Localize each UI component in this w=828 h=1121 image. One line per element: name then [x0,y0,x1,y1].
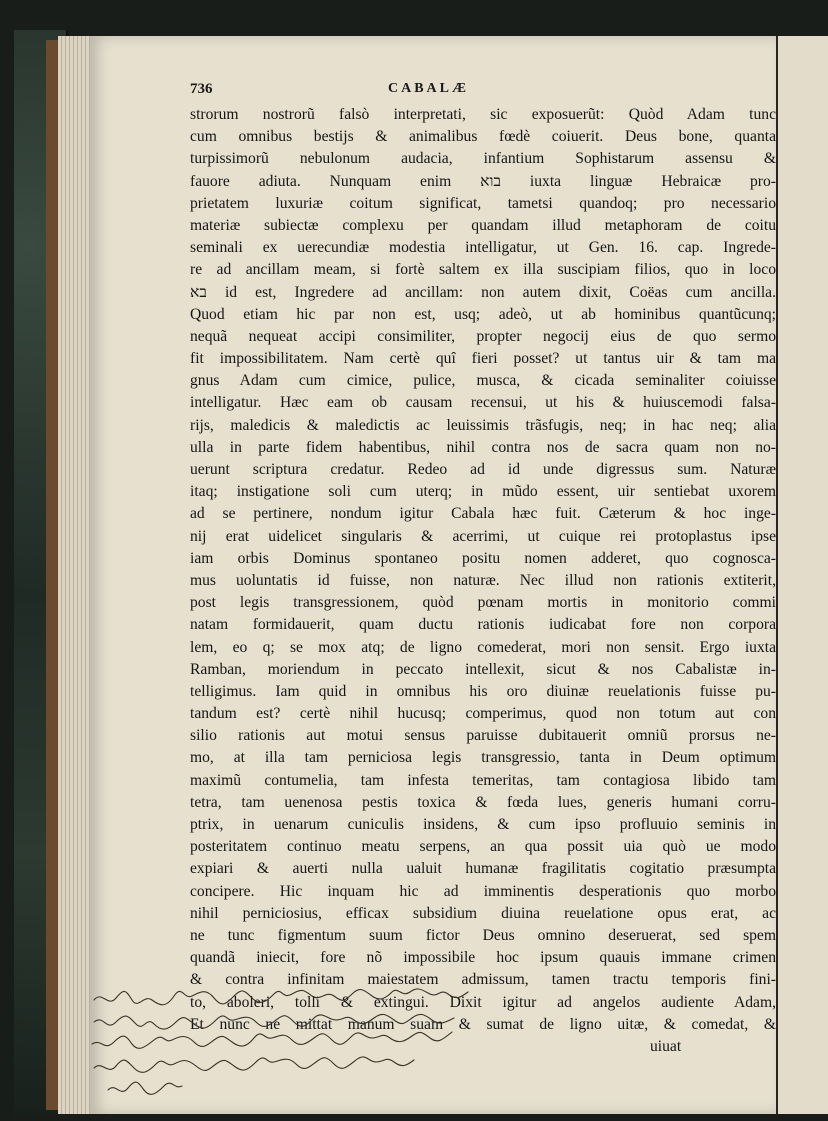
handwriting-stroke [94,989,468,1005]
text-line: post legis transgressionem, quòd pœnam mortis in monitorio commi [190,594,776,612]
text-line: expiari & auerti nulla ualuit humanæ fragilitatis cogitatio præsumpta [190,860,776,878]
text-line: strorum nostrorũ falsò interpretati, sic exposuerũt: Quòd Adam tunc [190,106,776,123]
running-head: CABALÆ [388,81,470,96]
text-line: Quod etiam hic par non est, usq; adeò, ut ab hominibus quantũcunq; [190,305,776,323]
handwriting-stroke [92,1032,452,1048]
text-line: uiuat [650,1037,682,1055]
text-line: mus uoluntatis id fuisse, non naturæ. Nec illud non rationis extiterit, [190,571,776,589]
handwriting-stroke [94,1057,414,1072]
handwriting-stroke [108,1082,182,1094]
handwriting-stroke [94,1014,454,1029]
text-line: itaq; instigatione soli cum uterq; in mũdo essent, uir sentiebat uxorem [190,483,776,501]
text-line: בא id est, Ingredere ad ancillam: non autem dixit, Coëas cum ancilla. [190,283,776,301]
text-line: ulla in parte fidem habentibus, nihil contra nos de sacra quam non no- [190,438,776,456]
text-line: tetra, tam uenenosa pestis toxica & fœda lues, generis humani corru- [190,793,776,811]
text-line: telligimus. Iam quid in omnibus his oro diuinæ reuelationis fuisse pu- [190,682,776,700]
text-line: gnus Adam cum cimice, pulice, musca, & cicada seminaliter coiuisse [190,372,776,390]
text-line: intelligatur. Hæc eam ob causam recensui, ut his & huiuscemodi falsa- [190,394,776,412]
text-line: maximũ contumelia, tam infesta temeritas, tam contagiosa libido tam [190,771,776,789]
text-line: posteritatem continuo meatu serpens, an qua possit uia quò ue modo [190,838,776,856]
text-line: mo, at illa tam perniciosa legis transgressio, tanta in Deum optimum [190,749,776,767]
text-line: to, aboleri, tolli & extingui. Dixit igitur ad angelos audiente Adam, [190,993,776,1011]
text-line: seminali ex uerecundiæ modestia intelligatur, ut Gen. 16. cap. Ingrede- [190,239,776,257]
text-line: nequã nequeat accipi consimiliter, propter negocij eius de quo sermo [190,327,776,345]
text-line: quandã iniecit, fore nõ impossibile hoc ipsum quauis immane crimen [190,949,776,967]
text-line: materiæ subiectæ complexu per quandam illud metaphoram de coitu [190,216,776,234]
page-number: 736 [190,81,213,97]
page-header [190,81,778,101]
text-line: fit impossibilitatem. Nam certè quî fieri posset? ut tantus uir & tam ma [190,350,776,368]
text-line: fauore adiuta. Nunquam enim בוא iuxta linguæ Hebraicæ pro- [190,172,776,190]
text-line: tandum est? certè nihil hucusq; comperimus, quod non totum aut con [190,705,776,723]
text-line: Ramban, moriendum in peccato intellexit, sicut & nos Cabalistæ in- [190,660,776,678]
text-line: nihil perniciosius, efficax subsidium diuina reuelatione opus erat, ac [190,904,776,922]
text-line: ne tunc figmentum suum fictor Deus omnino deseruerat, sed spem [190,926,776,944]
text-line: silio rationis aut motui sensus paruisse dubitauerit omniũ prorsus ne- [190,727,776,745]
text-line: uerunt scriptura credatur. Redeo ad id unde digressus sum. Naturæ [190,461,776,478]
text-line: lem, eo q; se mox atq; de ligno comederat, mori non sensit. Ergo iuxta [190,638,776,656]
text-line: iam orbis Dominus spontaneo positu nomen adderet, quo cognosca- [190,549,776,567]
body-text [190,104,776,1058]
text-line: rijs, maledicis & maledictis ac leuissimis trãsfugis, neq; in hac neq; alia [190,416,776,434]
text-line: cum omnibus bestijs & animalibus fœdè coiuerit. Deus bone, quanta [190,128,776,146]
handwritten-annotation [88,982,718,1112]
text-line: turpissimorũ nebulonum audacia, infantium Sophistarum assensu & [190,150,776,168]
text-line: ptrix, in uenarum cuniculis insidens, & cum ipso profluuio seminis in [190,816,776,833]
text-line: natam formidauerit, quam ductu rationis iudicabat fore non corpora [190,616,776,634]
text-line: concipere. Hic inquam hic ad imminentis desperationis quo morbo [190,882,776,900]
facing-page-edge [776,36,828,1114]
text-line: prietatem luxuriæ coitum significat, tametsi quandoq; pro necessario [190,194,776,212]
text-line: & contra infinitam maiestatem admissum, tamen tractu temporis fini- [190,971,776,989]
text-line: ad se pertinere, nondum igitur Cabala hæc fuit. Cæterum & hoc inge- [190,505,776,523]
text-line: Et nunc ne mittat manum suam & sumat de ligno uitæ, & comedat, & [190,1015,776,1033]
text-line: re ad ancillam meam, si fortè saltem ex illa suscipiam filios, quo in loco [190,261,776,279]
text-line: nij erat uidelicet singularis & acerrimi, ut cuique rei protoplastus ipse [190,527,776,545]
